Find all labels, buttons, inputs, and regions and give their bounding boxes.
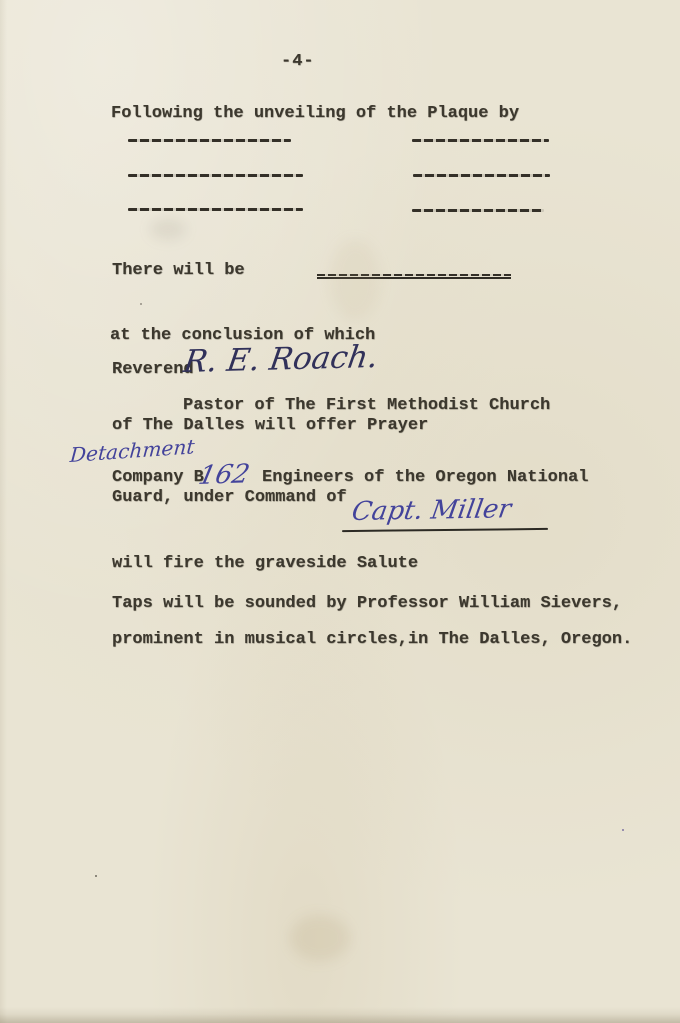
paper-speck xyxy=(140,303,142,305)
paper-speck xyxy=(95,875,97,877)
intro-line: Following the unveiling of the Plaque by xyxy=(111,104,520,123)
paper-stain xyxy=(290,915,350,961)
salute-line: will fire the graveside Salute xyxy=(112,554,419,573)
reverend-label: Reverend xyxy=(112,360,194,379)
company-line-part2: Engineers of the Oregon National xyxy=(262,468,589,487)
company-line-2: Guard, under Command of xyxy=(112,488,347,507)
commander-signature-underline xyxy=(342,528,548,532)
there-will-be-label: There will be xyxy=(112,261,245,280)
blank-line-row2-left xyxy=(128,174,303,177)
taps-line-1: Taps will be sounded by Professor William Sievers, xyxy=(112,594,623,613)
handwritten-commander-name: Capt. Miller xyxy=(349,494,514,527)
blank-line-row3-right xyxy=(412,209,544,212)
page-number: -4- xyxy=(281,52,315,71)
paper-speck xyxy=(622,829,624,831)
taps-line-2: prominent in musical circles,in The Dalles, Oregon. xyxy=(112,630,633,649)
there-will-be-blank-line xyxy=(317,274,511,279)
handwritten-detachment-note: Detachment xyxy=(69,434,196,467)
handwritten-reverend-name: R. E. Roach. xyxy=(181,338,381,380)
blank-line-row1-right xyxy=(412,139,549,142)
company-line-part1: Company B xyxy=(112,468,204,487)
paper-smudge xyxy=(150,218,186,240)
blank-line-row3-left xyxy=(128,208,303,211)
blank-line-row2-right xyxy=(413,174,550,177)
paper-stain xyxy=(330,240,380,320)
pastor-line-1: Pastor of The First Methodist Church xyxy=(183,396,551,415)
conclusion-line: at the conclusion of which xyxy=(110,326,376,345)
pastor-line-2: of The Dalles will offer Prayer xyxy=(112,416,429,435)
handwritten-company-number: 162 xyxy=(195,459,253,491)
blank-line-row1-left xyxy=(128,139,291,142)
